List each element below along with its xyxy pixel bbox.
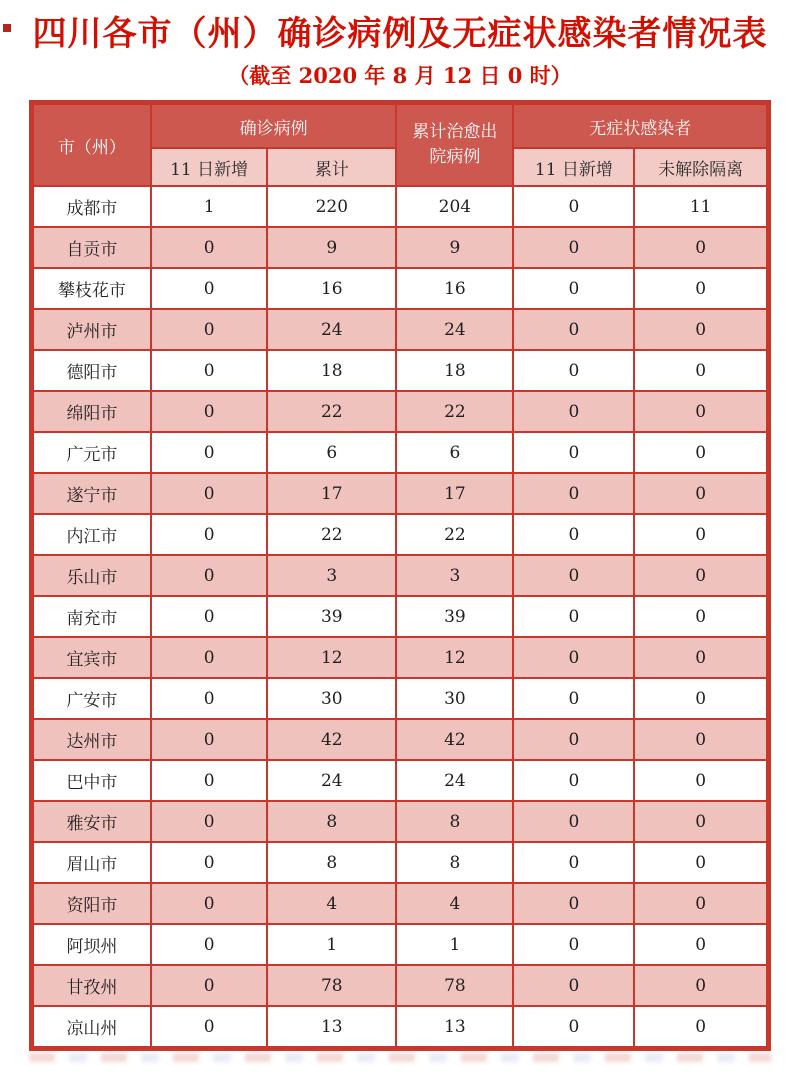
value-cell: 8 xyxy=(267,842,396,883)
value-cell: 0 xyxy=(634,965,768,1006)
value-cell: 42 xyxy=(396,719,513,760)
table-row xyxy=(32,883,769,924)
value-cell: 78 xyxy=(396,965,513,1006)
value-cell: 0 xyxy=(634,473,768,514)
header-asymptomatic-quarantine: 未解除隔离 xyxy=(634,148,768,186)
value-cell: 0 xyxy=(151,1006,267,1049)
value-cell: 0 xyxy=(151,432,267,473)
value-cell: 0 xyxy=(634,637,768,678)
value-cell: 0 xyxy=(151,391,267,432)
value-cell: 0 xyxy=(634,801,768,842)
table-row xyxy=(32,842,769,883)
value-cell: 0 xyxy=(634,432,768,473)
value-cell: 0 xyxy=(513,391,634,432)
value-cell: 0 xyxy=(151,719,267,760)
value-cell: 22 xyxy=(267,514,396,555)
value-cell: 0 xyxy=(513,801,634,842)
value-cell: 0 xyxy=(151,965,267,1006)
cases-table xyxy=(29,100,771,1051)
value-cell: 24 xyxy=(396,760,513,801)
city-cell: 宜宾市 xyxy=(32,637,151,678)
table-row xyxy=(32,350,769,391)
table-row xyxy=(32,1006,769,1049)
value-cell: 0 xyxy=(513,514,634,555)
table-row xyxy=(32,719,769,760)
value-cell: 12 xyxy=(396,637,513,678)
value-cell: 0 xyxy=(151,883,267,924)
value-cell: 0 xyxy=(513,555,634,596)
city-cell: 甘孜州 xyxy=(32,965,151,1006)
header-confirmed-total: 累计 xyxy=(267,148,396,186)
value-cell: 204 xyxy=(396,186,513,227)
value-cell: 0 xyxy=(513,760,634,801)
value-cell: 18 xyxy=(396,350,513,391)
value-cell: 8 xyxy=(396,842,513,883)
table-row xyxy=(32,596,769,637)
value-cell: 0 xyxy=(513,883,634,924)
city-cell: 凉山州 xyxy=(32,1006,151,1049)
value-cell: 39 xyxy=(267,596,396,637)
value-cell: 6 xyxy=(396,432,513,473)
table-row xyxy=(32,391,769,432)
value-cell: 0 xyxy=(634,596,768,637)
value-cell: 0 xyxy=(634,924,768,965)
value-cell: 0 xyxy=(151,473,267,514)
value-cell: 12 xyxy=(267,637,396,678)
value-cell: 0 xyxy=(151,801,267,842)
value-cell: 78 xyxy=(267,965,396,1006)
value-cell: 24 xyxy=(267,760,396,801)
table-row xyxy=(32,473,769,514)
value-cell: 0 xyxy=(634,309,768,350)
table-row xyxy=(32,678,769,719)
value-cell: 0 xyxy=(151,637,267,678)
header-asymptomatic-group: 无症状感染者 xyxy=(513,103,768,149)
city-cell: 广元市 xyxy=(32,432,151,473)
value-cell: 6 xyxy=(267,432,396,473)
city-cell: 乐山市 xyxy=(32,555,151,596)
value-cell: 3 xyxy=(396,555,513,596)
table-header xyxy=(32,103,769,187)
value-cell: 1 xyxy=(396,924,513,965)
value-cell: 1 xyxy=(267,924,396,965)
city-cell: 内江市 xyxy=(32,514,151,555)
value-cell: 0 xyxy=(634,555,768,596)
value-cell: 0 xyxy=(513,678,634,719)
value-cell: 8 xyxy=(396,801,513,842)
value-cell: 0 xyxy=(634,227,768,268)
table-row xyxy=(32,514,769,555)
value-cell: 4 xyxy=(267,883,396,924)
value-cell: 0 xyxy=(513,432,634,473)
value-cell: 30 xyxy=(267,678,396,719)
value-cell: 18 xyxy=(267,350,396,391)
value-cell: 0 xyxy=(513,965,634,1006)
value-cell: 220 xyxy=(267,186,396,227)
header-confirmed-group: 确诊病例 xyxy=(151,103,396,149)
value-cell: 0 xyxy=(151,678,267,719)
value-cell: 0 xyxy=(151,350,267,391)
city-cell: 资阳市 xyxy=(32,883,151,924)
cutoff-row-remnant xyxy=(29,1053,771,1062)
page-subtitle: （截至 2020 年 8 月 12 日 0 时） xyxy=(228,63,572,89)
city-cell: 广安市 xyxy=(32,678,151,719)
value-cell: 4 xyxy=(396,883,513,924)
value-cell: 13 xyxy=(396,1006,513,1049)
value-cell: 0 xyxy=(634,391,768,432)
page-title: 四川各市（州）确诊病例及无症状感染者情况表 xyxy=(32,14,768,54)
city-cell: 南充市 xyxy=(32,596,151,637)
city-cell: 成都市 xyxy=(32,186,151,227)
table-row xyxy=(32,186,769,227)
value-cell: 22 xyxy=(396,514,513,555)
value-cell: 0 xyxy=(513,842,634,883)
value-cell: 17 xyxy=(267,473,396,514)
value-cell: 0 xyxy=(634,678,768,719)
city-cell: 泸州市 xyxy=(32,309,151,350)
city-cell: 巴中市 xyxy=(32,760,151,801)
value-cell: 0 xyxy=(151,555,267,596)
table-body xyxy=(32,186,769,1049)
city-cell: 德阳市 xyxy=(32,350,151,391)
value-cell: 0 xyxy=(634,514,768,555)
value-cell: 24 xyxy=(267,309,396,350)
value-cell: 0 xyxy=(513,186,634,227)
value-cell: 30 xyxy=(396,678,513,719)
value-cell: 9 xyxy=(396,227,513,268)
value-cell: 8 xyxy=(267,801,396,842)
table-row xyxy=(32,637,769,678)
value-cell: 0 xyxy=(151,309,267,350)
city-cell: 遂宁市 xyxy=(32,473,151,514)
value-cell: 1 xyxy=(151,186,267,227)
value-cell: 17 xyxy=(396,473,513,514)
city-cell: 攀枝花市 xyxy=(32,268,151,309)
value-cell: 0 xyxy=(634,760,768,801)
value-cell: 3 xyxy=(267,555,396,596)
value-cell: 13 xyxy=(267,1006,396,1049)
city-cell: 眉山市 xyxy=(32,842,151,883)
value-cell: 24 xyxy=(396,309,513,350)
value-cell: 0 xyxy=(513,350,634,391)
value-cell: 0 xyxy=(634,350,768,391)
table-row xyxy=(32,309,769,350)
value-cell: 0 xyxy=(634,268,768,309)
city-cell: 阿坝州 xyxy=(32,924,151,965)
value-cell: 16 xyxy=(396,268,513,309)
table-row xyxy=(32,760,769,801)
value-cell: 0 xyxy=(634,719,768,760)
value-cell: 0 xyxy=(634,883,768,924)
value-cell: 0 xyxy=(513,309,634,350)
value-cell: 0 xyxy=(513,637,634,678)
value-cell: 39 xyxy=(396,596,513,637)
value-cell: 9 xyxy=(267,227,396,268)
value-cell: 0 xyxy=(513,596,634,637)
city-cell: 雅安市 xyxy=(32,801,151,842)
value-cell: 42 xyxy=(267,719,396,760)
value-cell: 22 xyxy=(267,391,396,432)
value-cell: 0 xyxy=(513,719,634,760)
table-row xyxy=(32,965,769,1006)
table-row xyxy=(32,268,769,309)
value-cell: 22 xyxy=(396,391,513,432)
value-cell: 0 xyxy=(634,842,768,883)
value-cell: 0 xyxy=(151,268,267,309)
corner-marker xyxy=(3,24,11,32)
value-cell: 0 xyxy=(151,596,267,637)
header-asymptomatic-new: 11 日新增 xyxy=(513,148,634,186)
value-cell: 0 xyxy=(513,227,634,268)
value-cell: 0 xyxy=(513,924,634,965)
value-cell: 0 xyxy=(634,1006,768,1049)
city-cell: 自贡市 xyxy=(32,227,151,268)
value-cell: 0 xyxy=(513,268,634,309)
city-cell: 绵阳市 xyxy=(32,391,151,432)
header-city: 市（州） xyxy=(32,103,151,187)
value-cell: 16 xyxy=(267,268,396,309)
table-row xyxy=(32,227,769,268)
value-cell: 0 xyxy=(151,924,267,965)
table-row xyxy=(32,924,769,965)
value-cell: 0 xyxy=(151,842,267,883)
table-row xyxy=(32,801,769,842)
value-cell: 11 xyxy=(634,186,768,227)
city-cell: 达州市 xyxy=(32,719,151,760)
header-cured-total: 累计治愈出院病例 xyxy=(396,103,513,187)
value-cell: 0 xyxy=(151,760,267,801)
value-cell: 0 xyxy=(513,473,634,514)
value-cell: 0 xyxy=(513,1006,634,1049)
value-cell: 0 xyxy=(151,514,267,555)
value-cell: 0 xyxy=(151,227,267,268)
table-row xyxy=(32,555,769,596)
table-row xyxy=(32,432,769,473)
header-confirmed-new: 11 日新增 xyxy=(151,148,267,186)
